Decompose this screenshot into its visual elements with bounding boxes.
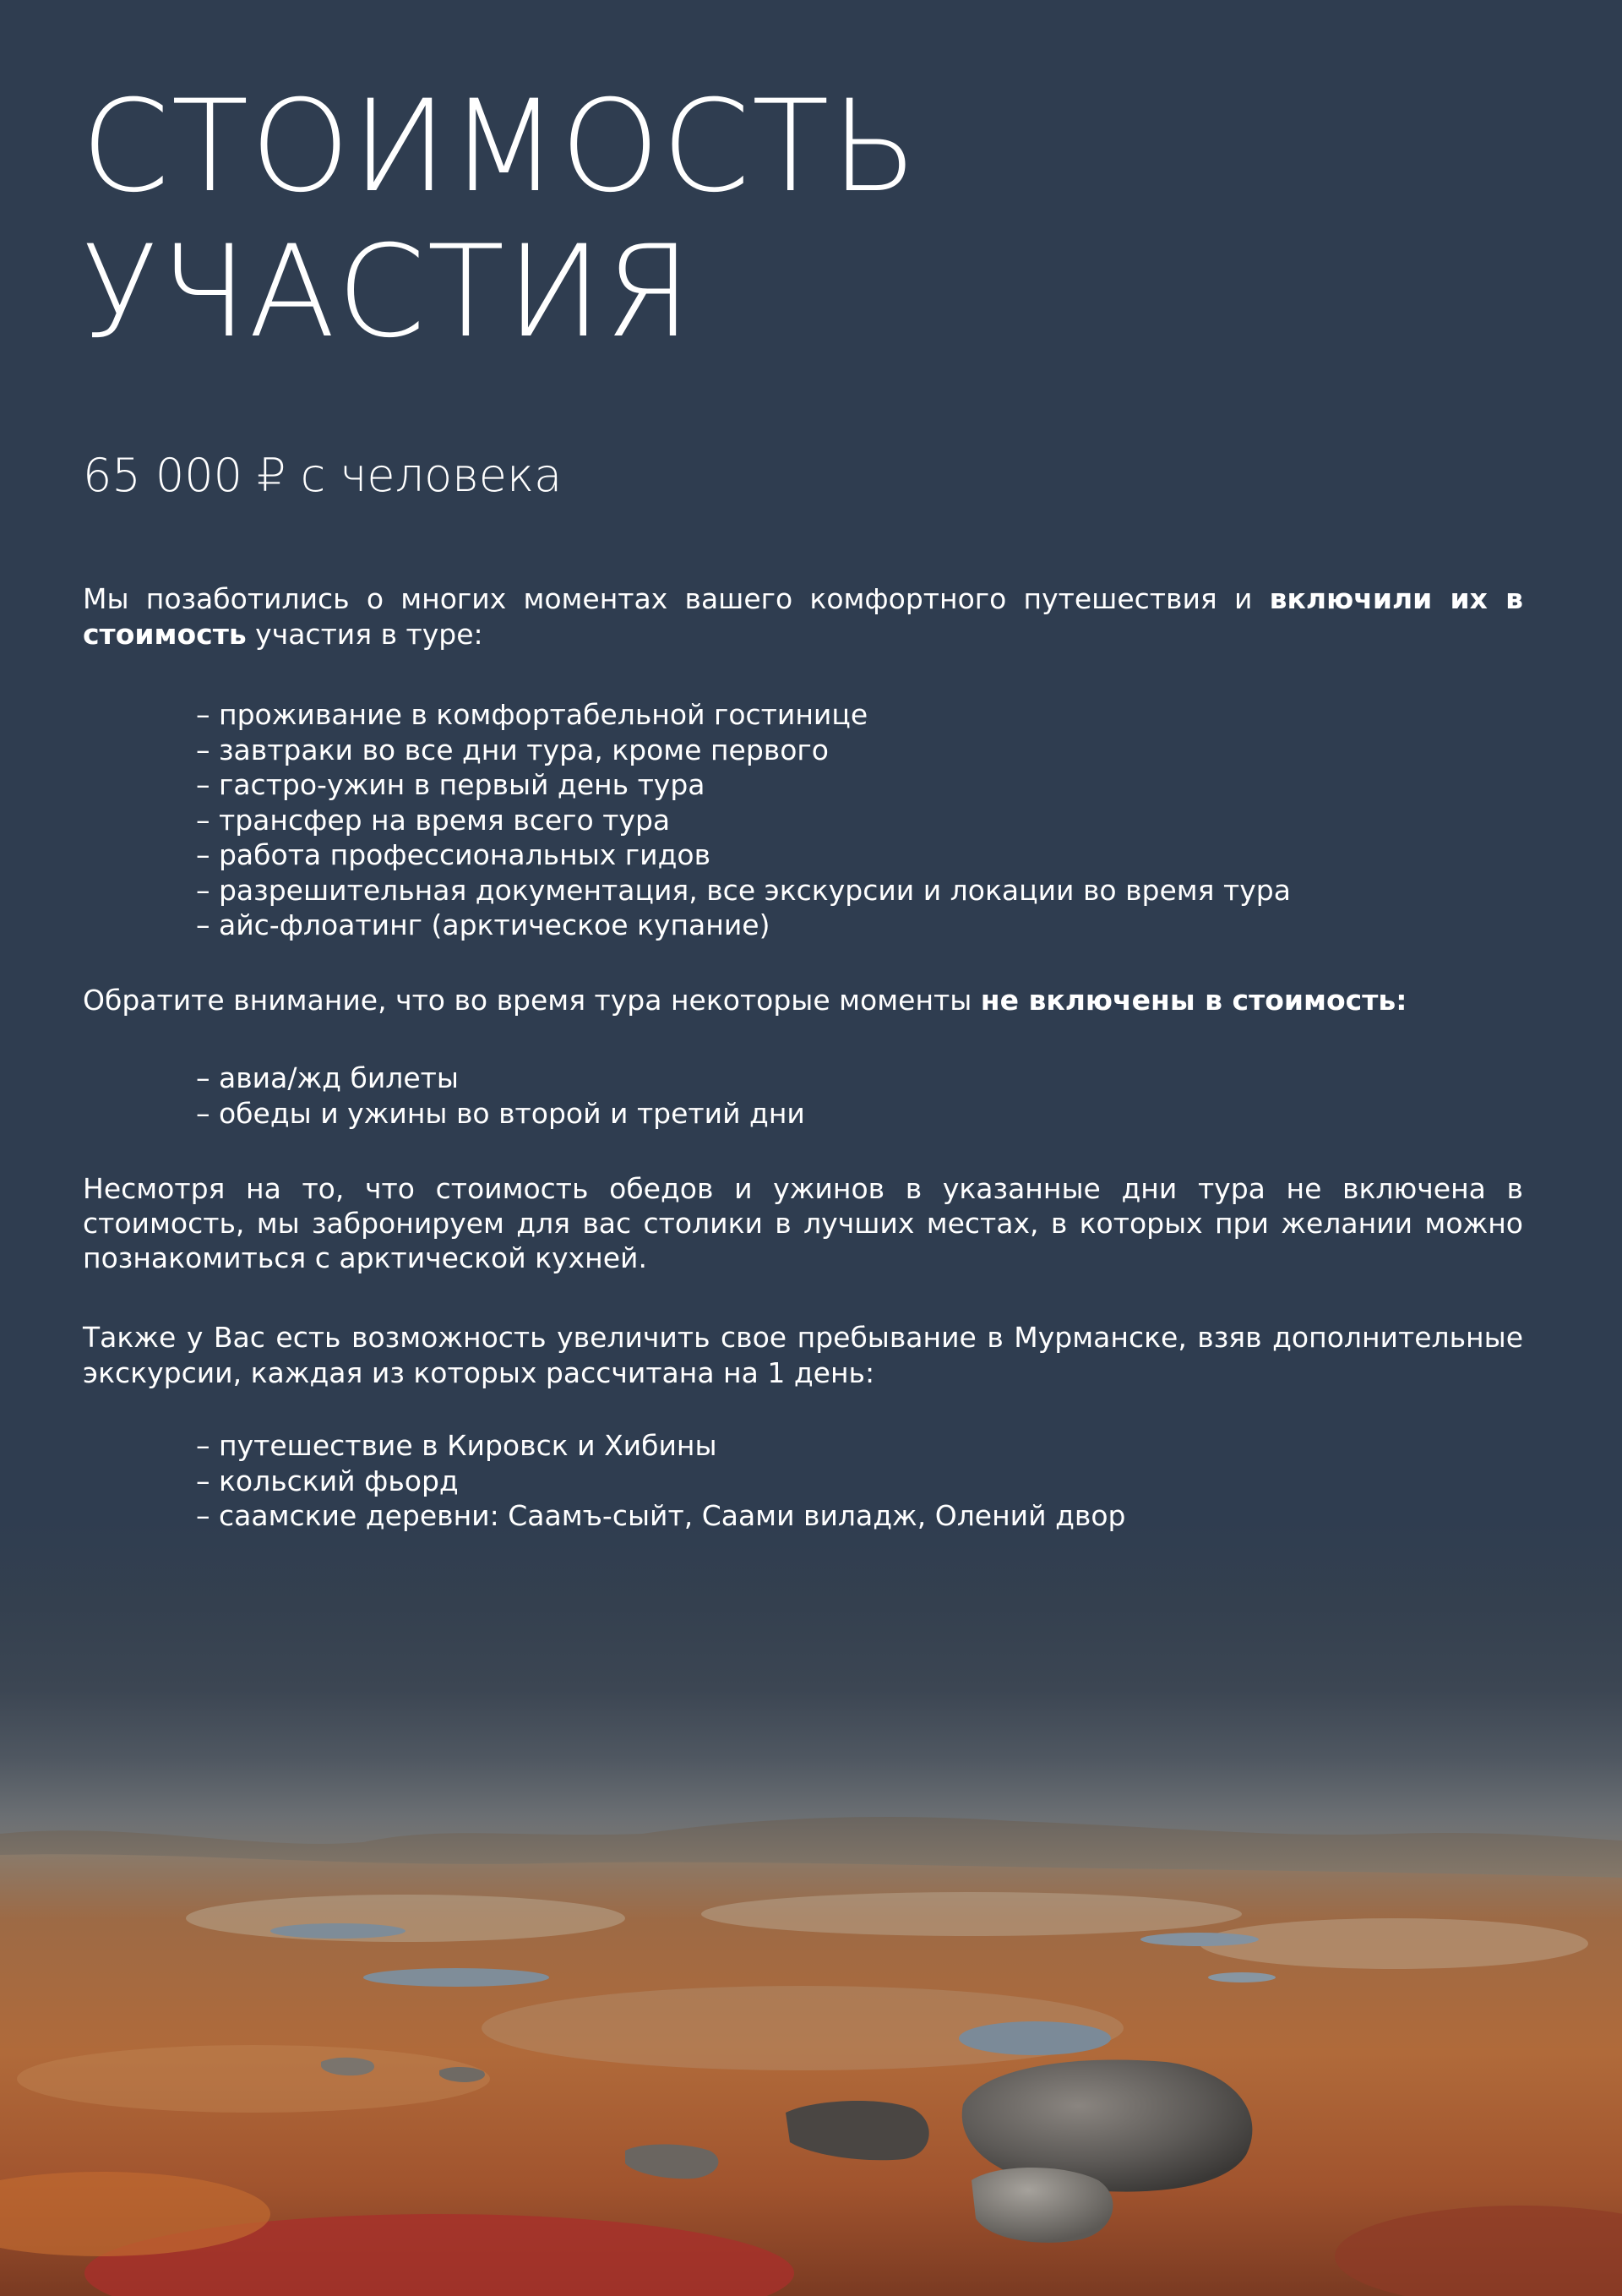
included-list bbox=[196, 697, 1548, 943]
not-included-list bbox=[196, 1061, 1548, 1131]
extra-intro: Также у Вас есть возможность увеличить свое пребывание в Мурманске, взяв дополнительные экскурсии, каждая из которых рассчитана на 1 день: bbox=[83, 1321, 1523, 1389]
list-item: – саамские деревни: Саамъ-сыйт, Саами виладж, Олений двор bbox=[196, 1499, 1126, 1532]
page-title bbox=[81, 74, 1517, 365]
included-intro bbox=[83, 581, 1523, 652]
page-title-line-2: УЧАСТИЯ bbox=[81, 219, 694, 366]
price: 65 000 ₽ с человека bbox=[83, 449, 563, 502]
list-item: – авиа/жд билеты bbox=[196, 1061, 459, 1094]
list-item: – кольский фьорд bbox=[196, 1464, 459, 1497]
list-item: – обеды и ужины во второй и третий дни bbox=[196, 1096, 805, 1130]
not-included-intro bbox=[83, 983, 1523, 1018]
not-included-intro-text: Обратите внимание, что во время тура некоторые моменты bbox=[83, 984, 981, 1017]
tundra-landscape-image bbox=[0, 1775, 1622, 2296]
list-item: – айс-флоатинг (арктическое купание) bbox=[196, 908, 770, 941]
not-included-intro-bold: не включены в стоимость: bbox=[980, 984, 1407, 1017]
included-intro-text: Мы позаботились о многих моментах вашего комфортного путешествия и bbox=[83, 582, 1270, 615]
list-item: – проживание в комфортабельной гостинице bbox=[196, 698, 868, 731]
list-item: – работа профессиональных гидов bbox=[196, 838, 711, 871]
list-item: – завтраки во все дни тура, кроме первого bbox=[196, 733, 829, 766]
included-intro-text-end: участия в туре: bbox=[246, 618, 483, 651]
list-item: – трансфер на время всего тура bbox=[196, 803, 671, 837]
page-title-line-1: СТОИМОСТЬ bbox=[81, 74, 920, 221]
included-intro-bold: включили их в стоимость bbox=[83, 582, 1523, 651]
extras-list bbox=[196, 1428, 1548, 1534]
meals-note: Несмотря на то, что стоимость обедов и ужинов в указанные дни тура не включена в стоимость, мы забронируем для вас столики в лучших местах, в которых при желании можно познакомиться с арктической кухней. bbox=[83, 1172, 1523, 1274]
list-item: – гастро-ужин в первый день тура bbox=[196, 768, 705, 801]
list-item: – путешествие в Кировск и Хибины bbox=[196, 1429, 717, 1462]
list-item: – разрешительная документация, все экскурсии и локации во время тура bbox=[196, 873, 1291, 907]
